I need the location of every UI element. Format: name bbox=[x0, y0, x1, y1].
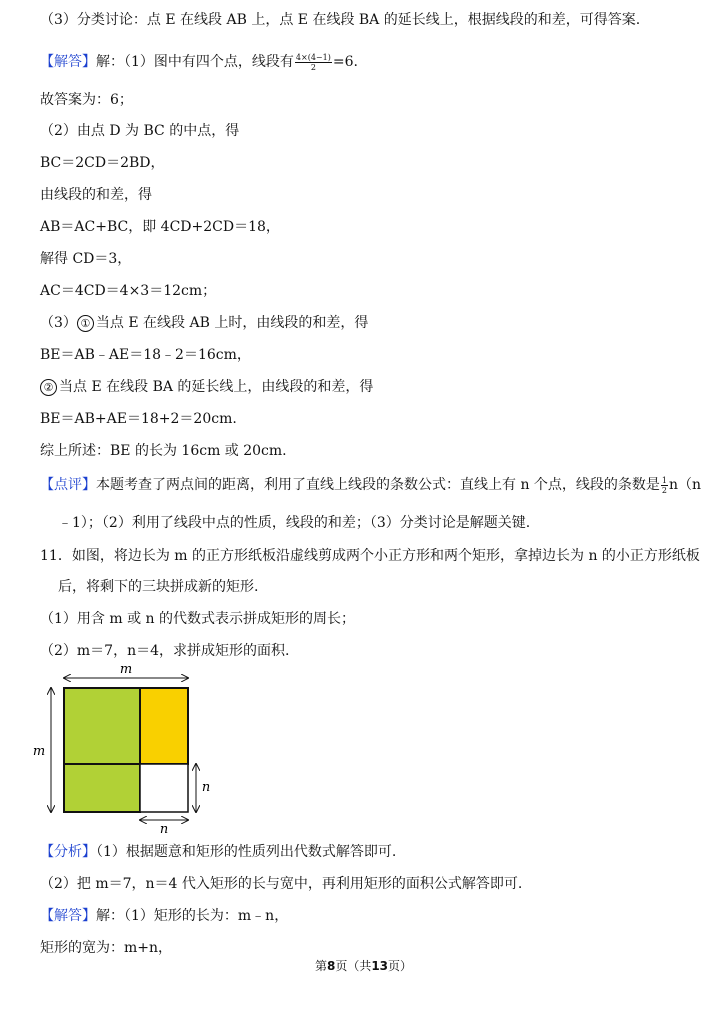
text-line: AC＝4CD＝4×3＝12cm； bbox=[40, 283, 217, 299]
fraction-denominator: 2 bbox=[661, 485, 668, 495]
text-line: （1）用含 m 或 n 的代数式表示拼成矩形的周长； bbox=[40, 611, 355, 627]
text-line: 故答案为：6； bbox=[40, 92, 133, 108]
text-line: （2）由点 D 为 BC 的中点，得 bbox=[40, 123, 240, 139]
text-line: 矩形的宽为：m+n， bbox=[40, 940, 173, 956]
text-line: ﹣1）；（2）利用了线段中点的性质，线段的和差；（3）分类讨论是解题关键. bbox=[58, 515, 531, 531]
footer-post: 页） bbox=[388, 959, 413, 973]
text-line: 后，将剩下的三块拼成新的矩形. bbox=[58, 579, 259, 595]
fraction-denominator: 2 bbox=[310, 62, 316, 72]
circled-number: ② bbox=[40, 379, 57, 396]
comment-text-end: n（n bbox=[669, 477, 702, 493]
green-rectangle bbox=[64, 764, 140, 812]
comment-tag: 【点评】 bbox=[40, 477, 96, 493]
case-prefix: （3） bbox=[40, 315, 77, 331]
answer-tag: 【解答】 bbox=[40, 54, 96, 70]
text-line: 解得 CD＝3， bbox=[40, 251, 132, 267]
total-pages: 13 bbox=[371, 959, 389, 973]
comment-text: 本题考查了两点间的距离，利用了直线上线段的条数公式：直线上有 n 个点，线段的条数是 bbox=[96, 477, 660, 493]
text-line: 综上所述：BE 的长为 16cm 或 20cm. bbox=[40, 443, 287, 459]
answer-line bbox=[40, 52, 358, 72]
square-figure bbox=[30, 665, 220, 835]
text-line: AB＝AC+BC，即 4CD+2CD＝18， bbox=[40, 219, 280, 235]
removed-square bbox=[140, 764, 188, 812]
page-number: 8 bbox=[326, 959, 336, 973]
green-square bbox=[64, 688, 140, 764]
analysis-line bbox=[40, 842, 396, 862]
circled-number: ① bbox=[77, 315, 94, 332]
label-bottom-n: n bbox=[159, 822, 169, 835]
text-line: （3）分类讨论：点 E 在线段 AB 上，点 E 在线段 BA 的延长线上，根据线段的和差，可得答案. bbox=[40, 12, 641, 28]
analysis-tag: 【分析】 bbox=[40, 844, 96, 860]
footer-mid: 页（共 bbox=[335, 959, 372, 973]
fraction-numerator: 1 bbox=[661, 475, 668, 485]
comment-line bbox=[40, 475, 701, 495]
text-line: BE＝AB﹣AE＝18﹣2＝16cm， bbox=[40, 347, 251, 363]
case-text: 当点 E 在线段 BA 的延长线上，由线段的和差，得 bbox=[59, 379, 374, 395]
question-line: 11．如图，将边长为 m 的正方形纸板沿虚线剪成两个小正方形和两个矩形，拿掉边长为 n 的小正方形纸板 bbox=[40, 548, 700, 564]
answer-text: 解：（1）图中有四个点，线段有 bbox=[96, 54, 294, 70]
label-top-m: m bbox=[119, 665, 133, 677]
label-left-m: m bbox=[32, 744, 46, 759]
analysis-text: （1）根据题意和矩形的性质列出代数式解答即可. bbox=[96, 844, 397, 860]
answer-line bbox=[40, 906, 288, 926]
yellow-rectangle bbox=[140, 688, 188, 764]
page-footer bbox=[0, 958, 727, 974]
fraction-numerator: 4×(4−1) bbox=[295, 52, 331, 62]
text-line: BC＝2CD＝2BD， bbox=[40, 155, 165, 171]
text-line: 由线段的和差，得 bbox=[40, 187, 152, 203]
fraction bbox=[661, 476, 668, 495]
answer-text-end: =6. bbox=[332, 54, 358, 70]
case-one-line bbox=[40, 313, 368, 333]
answer-text: 解：（1）矩形的长为：m﹣n， bbox=[96, 908, 289, 924]
case-two-line bbox=[40, 377, 373, 397]
text-line: BE＝AB+AE＝18+2＝20cm. bbox=[40, 411, 237, 427]
answer-tag: 【解答】 bbox=[40, 908, 96, 924]
label-right-n: n bbox=[201, 780, 211, 795]
text-line: （2）把 m＝7，n＝4 代入矩形的长与宽中，再利用矩形的面积公式解答即可. bbox=[40, 876, 523, 892]
footer-pre: 第 bbox=[314, 959, 327, 973]
fraction bbox=[295, 53, 332, 72]
text-line: （2）m＝7，n＝4，求拼成矩形的面积. bbox=[40, 643, 290, 659]
case-text: 当点 E 在线段 AB 上时，由线段的和差，得 bbox=[95, 315, 369, 331]
